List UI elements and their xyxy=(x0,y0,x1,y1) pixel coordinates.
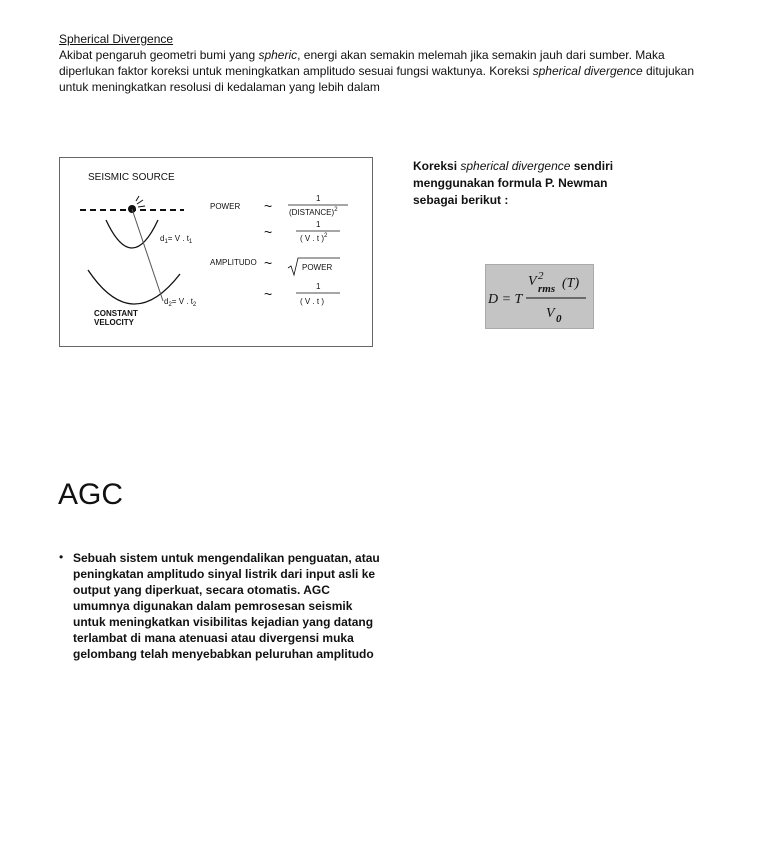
section-title: Spherical Divergence xyxy=(59,32,174,46)
source-burst-icon xyxy=(136,196,145,207)
frac1-den: (DISTANCE)$^2$ xyxy=(289,207,338,217)
tilde-4: ~ xyxy=(264,286,273,302)
frac1-num: 1 xyxy=(316,194,321,203)
koreksi-text-1: Koreksi xyxy=(413,159,461,173)
amplitudo-label: AMPLITUDO xyxy=(210,258,257,267)
intro-paragraph xyxy=(59,47,709,95)
intro-text-3: ditujukan untuk meningkatkan resolusi di kedalaman yang lebih dalam xyxy=(59,64,695,94)
formula-t-arg: (T) xyxy=(562,276,580,291)
frac2-den: ( V . t )$^2$ xyxy=(300,233,328,243)
agc-bullet-text: Sebuah sistem untuk mengendalikan penguatan, atau peningkatan amplitudo sinyal listrik dari input asli ke output yang diperkuat, secara otomatis. AGC umumnya digunakan dalam pemrosesan seismik untuk meningkatkan visibilitas kejadian yang datang terlambat di mana atenuasi atau divergensi muka gelombang telah menyebabkan peluruhan amplitudo xyxy=(73,551,380,661)
intro-italic-2: spherical divergence xyxy=(532,64,643,78)
ray-path xyxy=(132,209,163,301)
power-label: POWER xyxy=(210,202,241,211)
formula-v: V xyxy=(528,274,537,289)
constant-label: CONSTANT xyxy=(94,309,138,318)
tilde-3: ~ xyxy=(264,255,273,271)
frac3-num: 1 xyxy=(316,282,321,291)
sqrt-power: POWER xyxy=(302,263,333,272)
tilde-2: ~ xyxy=(264,224,273,240)
intro-text-1: Akibat pengaruh geometri bumi yang xyxy=(59,48,259,62)
bullet-icon: • xyxy=(59,550,64,564)
seismic-source-label: SEISMIC SOURCE xyxy=(88,172,175,183)
tilde-1: ~ xyxy=(264,198,273,214)
d2-label: $d_2= V$ . $t_2$ xyxy=(164,297,197,308)
koreksi-paragraph xyxy=(413,158,653,209)
koreksi-italic: spherical divergence xyxy=(460,159,571,173)
intro-text-2: , energi akan semakin melemah jika semakin jauh dari sumber. Maka diperlukan faktor koreksi untuk meningkatkan amplitudo sesuai fungsi waktunya. Koreksi xyxy=(59,48,665,78)
wavefront-1 xyxy=(106,220,158,248)
frac3-den: ( V . t ) xyxy=(300,297,324,306)
newman-formula xyxy=(485,264,594,329)
koreksi-text-2: sendiri menggunakan formula P. Newman sebagai berikut : xyxy=(413,159,614,207)
formula-lhs: D = T xyxy=(488,292,523,307)
formula-v-sup: 2 xyxy=(538,270,544,282)
spherical-divergence-figure xyxy=(59,157,373,347)
d1-label: $d_1= V$ . $t_1$ xyxy=(160,234,193,245)
velocity-label: VELOCITY xyxy=(94,318,135,327)
figure-diagram xyxy=(60,158,372,346)
formula-den-sub: 0 xyxy=(556,313,562,325)
frac2-num: 1 xyxy=(316,220,321,229)
formula-graphic xyxy=(486,265,593,328)
formula-den: V xyxy=(546,306,555,321)
agc-heading: AGC xyxy=(58,478,124,511)
formula-v-sub: rms xyxy=(538,283,556,295)
intro-italic-1: spheric xyxy=(258,48,298,62)
